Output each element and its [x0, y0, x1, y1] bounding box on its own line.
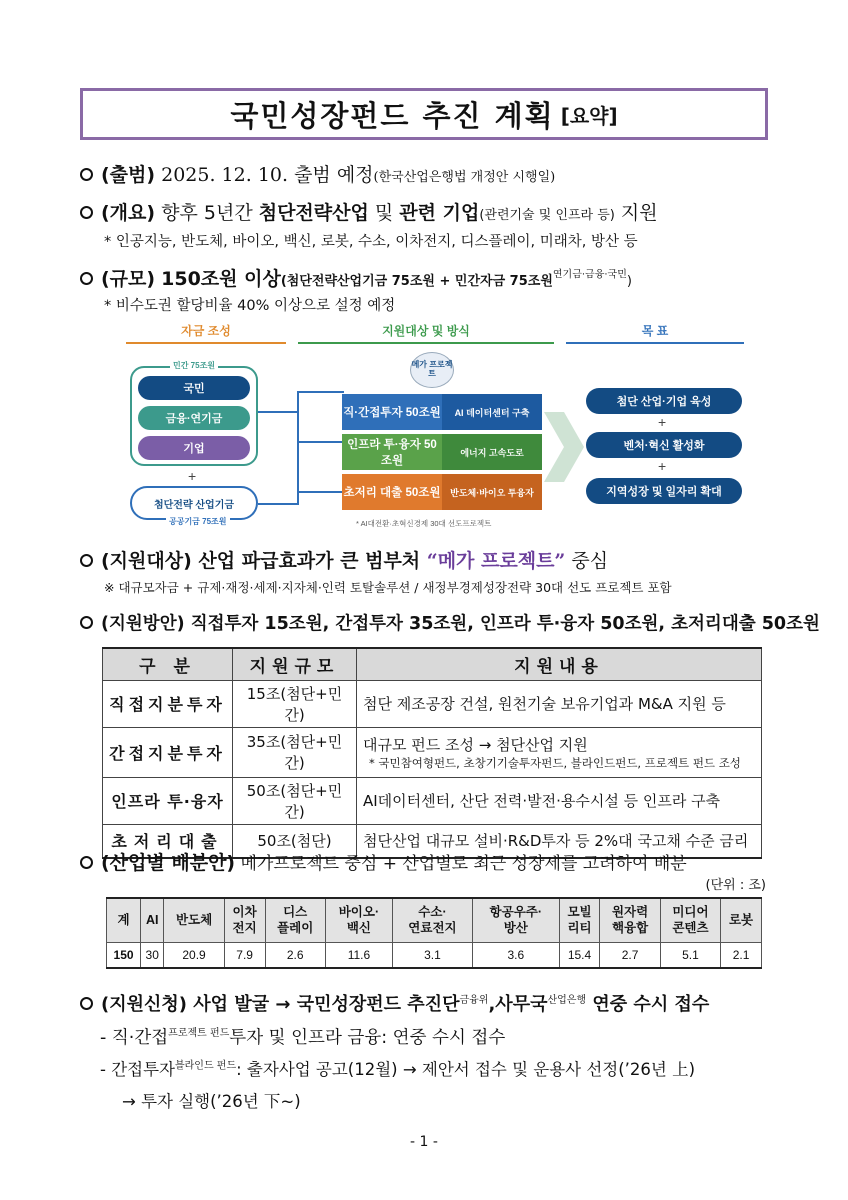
table-header: 이차 전지 — [224, 898, 265, 942]
target-line: (지원대상) 산업 파급효과가 큰 범부처 “메가 프로젝트” 중심 — [80, 546, 608, 573]
table-header: 항공우주· 방산 — [472, 898, 559, 942]
table-row: 초저리대출 50조(첨단) 첨단산업 대규모 설비·R&D투자 등 2%대 국고채 수준 금리 — [103, 824, 762, 858]
table-row: 간접지분투자 35조(첨단+민간) 대규모 펀드 조성 → 첨단산업 지원 * 국민참여형펀드, 초창기기술투자펀드, 블라인드펀드, 프로젝트 펀드 조성 — [103, 727, 762, 777]
table-header: 모빌 리티 — [559, 898, 600, 942]
support-table — [102, 647, 762, 859]
table-header: 디스 플레이 — [265, 898, 325, 942]
scale-note: * 비수도권 할당비율 40% 이상으로 설정 예정 — [104, 298, 396, 314]
table-header: 원자력 핵융합 — [600, 898, 660, 942]
source-citizens: 국민 — [138, 376, 250, 400]
diagram-footnote: * AI대전환·초혁신경제 30대 선도프로젝트 — [356, 519, 492, 528]
table-cell: 7.9 — [224, 942, 265, 968]
diagram-header-funding: 자금 조성 — [126, 322, 286, 344]
goal-industry: 첨단 산업·기업 육성 — [586, 388, 742, 414]
table-header: 로봇 — [721, 898, 762, 942]
source-finance: 금융·연기금 — [138, 406, 250, 430]
chevron-right-icon — [544, 412, 584, 482]
table-cell: 2.1 — [721, 942, 762, 968]
tier-direct-investment: 직·간접투자 50조원 AI 데이터센터 구축 — [342, 394, 542, 430]
table-header: 미디어 콘텐츠 — [660, 898, 720, 942]
bullet-circle-icon — [80, 997, 93, 1010]
title-box — [80, 88, 768, 140]
target-note: ※ 대규모자금 + 규제·재정·세제·지자체·인력 토탈솔루션 / 새정부경제성장전략 30대 선도 프로젝트 포함 — [104, 580, 672, 595]
bullet-circle-icon — [80, 554, 93, 567]
flow-arrows-icon — [258, 362, 348, 522]
diagram-header-support: 지원대상 및 방식 — [298, 322, 554, 344]
bullet-circle-icon — [80, 168, 93, 181]
table-header: 지원규모 — [233, 648, 357, 680]
bullet-circle-icon — [80, 616, 93, 629]
goal-venture: 벤처·혁신 활성화 — [586, 432, 742, 458]
plus-sign: + — [188, 468, 197, 484]
table-header: AI — [141, 898, 164, 942]
plus-sign: + — [658, 414, 667, 430]
table-cell: 11.6 — [325, 942, 392, 968]
source-companies: 기업 — [138, 436, 250, 460]
fund-structure-diagram — [126, 322, 746, 534]
diagram-header-goal: 목 표 — [566, 322, 744, 344]
table-cell: 150 — [107, 942, 141, 968]
table-header: 계 — [107, 898, 141, 942]
public-fund: 첨단전략 산업기금 — [130, 486, 258, 520]
page-number: - 1 - — [410, 1134, 438, 1150]
table-cell: 20.9 — [164, 942, 224, 968]
public-fund-label: 공공기금 75조원 — [166, 516, 230, 527]
table-cell: 2.7 — [600, 942, 660, 968]
table-cell: 15.4 — [559, 942, 600, 968]
overview-note: * 인공지능, 반도체, 바이오, 백신, 로봇, 수소, 이차전지, 디스플레이, 미래차, 방산 등 — [104, 234, 638, 250]
table-cell: 5.1 — [660, 942, 720, 968]
bullet-circle-icon — [80, 272, 93, 285]
industry-table — [106, 897, 762, 969]
apply-item-2: - 간접투자$^{블라인드 펀드}$: 출자사업 공고(12월) → 제안서 접수 및 운용사 선정(’26년 上) — [100, 1060, 696, 1079]
table-cell: 30 — [141, 942, 164, 968]
apply-item-1: - 직·간접$^{프로젝트 펀드}$투자 및 인프라 금융: 연중 수시 접수 — [100, 1028, 506, 1048]
unit-label: (단위 : 조) — [705, 878, 766, 893]
bullet-circle-icon — [80, 856, 93, 869]
scale-line: (규모) 150조원 이상(첨단전략산업기금 75조원 + 민간자금 75조원$^{연기금\cdot 금융\cdot 국민}$) — [80, 264, 632, 291]
apply-item-3: → 투자 실행(’26년 下~) — [122, 1092, 301, 1111]
private-fund-label: 민간 75조원 — [170, 360, 218, 371]
bullet-circle-icon — [80, 206, 93, 219]
goal-regional: 지역성장 및 일자리 확대 — [586, 478, 742, 504]
table-header: 바이오· 백신 — [325, 898, 392, 942]
mega-project-badge: 메가 프로젝트 — [410, 352, 454, 388]
tier-low-interest-loan: 초저리 대출 50조원 반도체·바이오 투융자 — [342, 474, 542, 510]
table-row: 직접지분투자 15조(첨단+민간) 첨단 제조공장 건설, 원천기술 보유기업과 M&A 지원 등 — [103, 680, 762, 727]
table-cell: 2.6 — [265, 942, 325, 968]
apply-line: (지원신청) 사업 발굴 → 국민성장펀드 추진단$^{금융위}$,사무국$^{산업은행}$ 연중 수시 접수 — [80, 990, 709, 1016]
launch-line: (출범) 2025. 12. 10. 출범 예정(한국산업은행법 개정안 시행일) — [80, 160, 555, 187]
industry-line: (산업별 배분안) 메가프로젝트 중심 + 산업별로 최근 성장세를 고려하여 배분 — [80, 848, 687, 875]
table-header: 구 분 — [103, 648, 233, 680]
table-header: 수소· 연료전지 — [392, 898, 472, 942]
plus-sign: + — [658, 458, 667, 474]
page-title: 국민성장펀드 추진 계획 — [230, 98, 555, 133]
page-subtitle: [요약] — [560, 103, 618, 128]
overview-line: (개요) 향후 5년간 첨단전략산업 및 관련 기업(관련기술 및 인프라 등) 지원 — [80, 198, 658, 225]
table-row: 인프라 투·융자 50조(첨단+민간) AI데이터센터, 산단 전력·발전·용수시설 등 인프라 구축 — [103, 777, 762, 824]
method-line: (지원방안) 직접투자 15조원, 간접투자 35조원, 인프라 투·융자 50조원, 초저리대출 50조원 — [80, 610, 820, 635]
table-header: 반도체 — [164, 898, 224, 942]
table-cell: 3.1 — [392, 942, 472, 968]
table-cell: 3.6 — [472, 942, 559, 968]
table-header: 지원내용 — [357, 648, 762, 680]
tier-infra-investment: 인프라 투·융자 50조원 에너지 고속도로 — [342, 434, 542, 470]
